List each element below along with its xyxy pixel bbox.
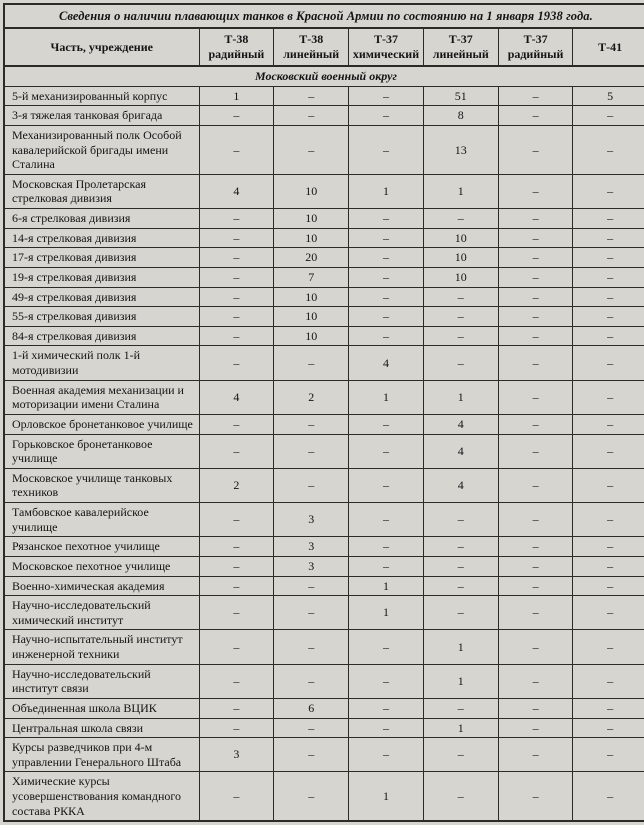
count-cell: – (199, 434, 274, 468)
count-cell: – (274, 125, 349, 174)
count-cell: – (349, 209, 424, 229)
count-cell: – (423, 698, 498, 718)
unit-name: Научно-исследовательский химический институт (4, 596, 199, 630)
count-cell: 1 (349, 380, 424, 414)
count-cell: 1 (349, 174, 424, 208)
table-row (4, 209, 644, 229)
count-cell: – (573, 698, 644, 718)
count-cell: – (498, 503, 573, 537)
unit-name: Механизированный полк Особой кавалерийской бригады имени Сталина (4, 125, 199, 174)
column-header (349, 28, 424, 66)
column-header-line2: линейный (432, 47, 489, 61)
count-cell: – (573, 326, 644, 346)
count-cell: – (573, 125, 644, 174)
count-cell: 6 (274, 698, 349, 718)
count-cell: 5 (573, 86, 644, 106)
section-title: Московский военный округ (4, 66, 644, 86)
count-cell: – (274, 596, 349, 630)
count-cell: – (274, 106, 349, 126)
count-cell: 4 (199, 380, 274, 414)
count-cell: – (199, 248, 274, 268)
count-cell: – (349, 307, 424, 327)
column-header (423, 28, 498, 66)
count-cell: – (199, 503, 274, 537)
count-cell: – (573, 664, 644, 698)
count-cell: – (498, 664, 573, 698)
count-cell: – (423, 596, 498, 630)
count-cell: – (349, 414, 424, 434)
table-row (4, 174, 644, 208)
count-cell: – (199, 630, 274, 664)
count-cell: 3 (274, 537, 349, 557)
count-cell: – (274, 738, 349, 772)
column-header-line1: Т-37 (448, 32, 473, 46)
count-cell: 4 (423, 434, 498, 468)
count-cell: – (498, 287, 573, 307)
count-cell: – (498, 630, 573, 664)
unit-name: Курсы разведчиков при 4-м управлении Генерального Штаба (4, 738, 199, 772)
column-header (573, 28, 644, 66)
count-cell: – (199, 718, 274, 738)
count-cell: – (349, 86, 424, 106)
count-cell: 10 (423, 248, 498, 268)
count-cell: – (498, 326, 573, 346)
column-header-line1: Т-38 (299, 32, 324, 46)
count-cell: – (573, 772, 644, 821)
count-cell: 10 (274, 174, 349, 208)
count-cell: 1 (423, 630, 498, 664)
count-cell: – (573, 434, 644, 468)
count-cell: – (349, 267, 424, 287)
count-cell: – (199, 556, 274, 576)
unit-name: 49-я стрелковая дивизия (4, 287, 199, 307)
count-cell: – (498, 576, 573, 596)
column-header-line1: Часть, учреждение (50, 39, 153, 54)
unit-name: 84-я стрелковая дивизия (4, 326, 199, 346)
column-header (199, 28, 274, 66)
unit-name: Горьковское бронетанковое училище (4, 434, 199, 468)
table-row (4, 326, 644, 346)
table-row (4, 556, 644, 576)
count-cell: – (349, 718, 424, 738)
count-cell: 13 (423, 125, 498, 174)
count-cell: 4 (199, 174, 274, 208)
count-cell: – (498, 106, 573, 126)
count-cell: – (349, 468, 424, 502)
unit-name: Московское пехотное училище (4, 556, 199, 576)
count-cell: – (498, 346, 573, 380)
table-row (4, 596, 644, 630)
count-cell: – (573, 503, 644, 537)
unit-name: Научно-испытательный институт инженерной техники (4, 630, 199, 664)
column-header (274, 28, 349, 66)
table-row (4, 537, 644, 557)
table-row (4, 698, 644, 718)
count-cell: – (274, 630, 349, 664)
count-cell: – (423, 537, 498, 557)
count-cell: – (498, 434, 573, 468)
count-cell: – (498, 209, 573, 229)
count-cell: – (573, 630, 644, 664)
column-header-row (4, 28, 644, 66)
count-cell: – (349, 287, 424, 307)
count-cell: – (423, 576, 498, 596)
count-cell: – (199, 307, 274, 327)
table-row (4, 576, 644, 596)
count-cell: – (573, 596, 644, 630)
count-cell: 1 (349, 596, 424, 630)
count-cell: – (274, 664, 349, 698)
unit-name: Научно-исследовательский институт связи (4, 664, 199, 698)
table-row (4, 287, 644, 307)
count-cell: 7 (274, 267, 349, 287)
count-cell: 1 (423, 664, 498, 698)
column-header-line1: Т-37 (373, 32, 398, 46)
count-cell: – (274, 718, 349, 738)
table-row (4, 106, 644, 126)
unit-name: 19-я стрелковая дивизия (4, 267, 199, 287)
count-cell: – (274, 468, 349, 502)
unit-name: Московская Пролетарская стрелковая дивизия (4, 174, 199, 208)
unit-name: Орловское бронетанковое училище (4, 414, 199, 434)
count-cell: – (199, 106, 274, 126)
count-cell: 10 (274, 228, 349, 248)
table-row (4, 248, 644, 268)
count-cell: 20 (274, 248, 349, 268)
count-cell: – (573, 346, 644, 380)
count-cell: – (498, 228, 573, 248)
table-row (4, 86, 644, 106)
count-cell: – (498, 556, 573, 576)
count-cell: – (199, 267, 274, 287)
table-row (4, 228, 644, 248)
count-cell: – (199, 414, 274, 434)
count-cell: – (199, 664, 274, 698)
count-cell: – (573, 106, 644, 126)
count-cell: – (199, 772, 274, 821)
count-cell: 10 (274, 287, 349, 307)
unit-name: Военная академия механизации и моторизации имени Сталина (4, 380, 199, 414)
unit-name: 1-й химический полк 1-й мотодивизии (4, 346, 199, 380)
count-cell: – (498, 307, 573, 327)
count-cell: 4 (423, 414, 498, 434)
count-cell: – (349, 503, 424, 537)
count-cell: – (573, 248, 644, 268)
count-cell: 1 (423, 380, 498, 414)
count-cell: – (498, 86, 573, 106)
unit-name: Объединенная школа ВЦИК (4, 698, 199, 718)
count-cell: 2 (274, 380, 349, 414)
table-row (4, 772, 644, 821)
count-cell: – (349, 326, 424, 346)
count-cell: 51 (423, 86, 498, 106)
count-cell: – (274, 86, 349, 106)
count-cell: 10 (274, 307, 349, 327)
count-cell: 1 (349, 576, 424, 596)
column-header-unit (4, 28, 199, 66)
count-cell: – (573, 468, 644, 502)
count-cell: – (498, 772, 573, 821)
count-cell: – (349, 630, 424, 664)
table-row (4, 125, 644, 174)
count-cell: – (573, 556, 644, 576)
count-cell: 3 (199, 738, 274, 772)
count-cell: – (423, 346, 498, 380)
unit-name: Московское училище танковых техников (4, 468, 199, 502)
table-row (4, 414, 644, 434)
count-cell: – (498, 267, 573, 287)
count-cell: – (498, 125, 573, 174)
count-cell: – (573, 267, 644, 287)
count-cell: – (274, 772, 349, 821)
count-cell: – (573, 228, 644, 248)
column-header-line2: радийный (507, 47, 564, 61)
count-cell: 1 (423, 718, 498, 738)
unit-name: Центральная школа связи (4, 718, 199, 738)
count-cell: – (573, 287, 644, 307)
column-header-line1: Т-41 (598, 39, 623, 54)
count-cell: – (573, 738, 644, 772)
unit-name: Военно-химическая академия (4, 576, 199, 596)
table-row (4, 434, 644, 468)
count-cell: – (423, 209, 498, 229)
table-row (4, 738, 644, 772)
unit-name: 6-я стрелковая дивизия (4, 209, 199, 229)
count-cell: – (573, 576, 644, 596)
table-row (4, 468, 644, 502)
count-cell: – (274, 434, 349, 468)
table-row (4, 267, 644, 287)
column-header-line2: радийный (208, 47, 265, 61)
count-cell: – (274, 414, 349, 434)
table-body (4, 66, 644, 821)
count-cell: 10 (274, 209, 349, 229)
count-cell: – (498, 596, 573, 630)
count-cell: – (274, 576, 349, 596)
table-row (4, 307, 644, 327)
count-cell: – (349, 106, 424, 126)
count-cell: – (199, 576, 274, 596)
count-cell: – (274, 346, 349, 380)
column-header-line2: химический (352, 47, 420, 61)
table-row (4, 664, 644, 698)
count-cell: – (199, 125, 274, 174)
unit-name: Химические курсы усовершенствования командного состава РККА (4, 772, 199, 821)
count-cell: – (349, 248, 424, 268)
count-cell: – (423, 326, 498, 346)
section-row (4, 66, 644, 86)
count-cell: 4 (349, 346, 424, 380)
column-header-line1: Т-37 (523, 32, 548, 46)
count-cell: – (498, 537, 573, 557)
count-cell: – (349, 664, 424, 698)
column-header-line1: Т-38 (224, 32, 249, 46)
unit-name: 5-й механизированный корпус (4, 86, 199, 106)
count-cell: – (349, 738, 424, 772)
table-row (4, 718, 644, 738)
count-cell: 3 (274, 503, 349, 537)
count-cell: – (573, 380, 644, 414)
count-cell: – (349, 698, 424, 718)
count-cell: – (423, 772, 498, 821)
count-cell: – (423, 738, 498, 772)
count-cell: – (349, 125, 424, 174)
count-cell: – (349, 537, 424, 557)
count-cell: – (199, 228, 274, 248)
count-cell: 1 (199, 86, 274, 106)
column-header (498, 28, 573, 66)
count-cell: – (199, 287, 274, 307)
count-cell: 1 (423, 174, 498, 208)
count-cell: – (498, 380, 573, 414)
unit-name: 14-я стрелковая дивизия (4, 228, 199, 248)
unit-name: 17-я стрелковая дивизия (4, 248, 199, 268)
table-row (4, 630, 644, 664)
count-cell: 1 (349, 772, 424, 821)
count-cell: – (199, 326, 274, 346)
count-cell: – (349, 434, 424, 468)
count-cell: – (423, 556, 498, 576)
count-cell: 8 (423, 106, 498, 126)
count-cell: – (349, 228, 424, 248)
count-cell: 3 (274, 556, 349, 576)
count-cell: – (199, 537, 274, 557)
count-cell: 10 (274, 326, 349, 346)
count-cell: – (573, 307, 644, 327)
count-cell: – (498, 718, 573, 738)
count-cell: 2 (199, 468, 274, 502)
count-cell: – (498, 698, 573, 718)
count-cell: – (573, 537, 644, 557)
table-row (4, 346, 644, 380)
count-cell: – (573, 174, 644, 208)
table-row (4, 503, 644, 537)
count-cell: – (199, 209, 274, 229)
count-cell: – (423, 503, 498, 537)
count-cell: – (498, 414, 573, 434)
count-cell: – (498, 738, 573, 772)
table-title: Сведения о наличии плавающих танков в Красной Армии по состоянию на 1 января 1938 года. (4, 4, 644, 28)
tank-inventory-table (3, 3, 644, 822)
count-cell: – (423, 307, 498, 327)
count-cell: 4 (423, 468, 498, 502)
count-cell: 10 (423, 228, 498, 248)
unit-name: 55-я стрелковая дивизия (4, 307, 199, 327)
count-cell: – (423, 287, 498, 307)
count-cell: – (573, 718, 644, 738)
count-cell: – (199, 346, 274, 380)
title-row (4, 4, 644, 28)
unit-name: 3-я тяжелая танковая бригада (4, 106, 199, 126)
count-cell: 10 (423, 267, 498, 287)
unit-name: Рязанское пехотное училище (4, 537, 199, 557)
column-header-line2: линейный (283, 47, 340, 61)
count-cell: – (498, 174, 573, 208)
table-row (4, 380, 644, 414)
count-cell: – (498, 248, 573, 268)
count-cell: – (199, 698, 274, 718)
count-cell: – (199, 596, 274, 630)
unit-name: Тамбовское кавалерийское училище (4, 503, 199, 537)
count-cell: – (573, 414, 644, 434)
count-cell: – (498, 468, 573, 502)
count-cell: – (573, 209, 644, 229)
count-cell: – (349, 556, 424, 576)
